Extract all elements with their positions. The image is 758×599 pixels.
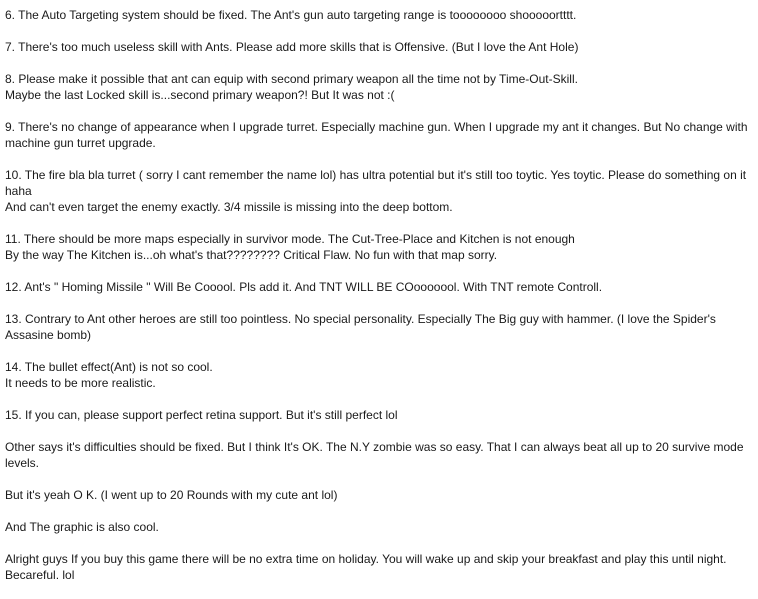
paragraph-line: 11. There should be more maps especially in survivor mode. The Cut-Tree-Place and Kitchen is not enough (5, 232, 575, 246)
paragraph-line: 12. Ant's " Homing Missile " Will Be Cooool. Pls add it. And TNT WILL BE COooooool. With TNT remote Controll. (5, 280, 603, 294)
paragraph-line: By the way The Kitchen is...oh what's that???????? Critical Flaw. No fun with that map sorry. (5, 248, 498, 262)
paragraph-item-8 (5, 71, 755, 103)
paragraph-line: 10. The fire bla bla turret ( sorry I cant remember the name lol) has ultra potential but it's still too toytic. Yes toytic. Please do something on it haha (5, 168, 747, 198)
paragraph-item-9 (5, 119, 755, 151)
paragraph-line: Maybe the last Locked skill is...second primary weapon?! But It was not :( (5, 88, 395, 102)
paragraph-rounds (5, 487, 755, 503)
paragraph-line: 14. The bullet effect(Ant) is not so cool. (5, 360, 213, 374)
paragraph-line: 13. Contrary to Ant other heroes are still too pointless. No special personality. Especially The Big guy with hammer. (I love the Spider's Assasine bomb) (5, 312, 716, 342)
paragraph-line: And The graphic is also cool. (5, 520, 159, 534)
paragraph-line: Other says it's difficulties should be fixed. But I think It's OK. The N.Y zombie was so easy. That I can always beat all up to 20 survive mode levels. (5, 440, 744, 470)
paragraph-line: Alright guys If you buy this game there will be no extra time on holiday. You will wake up and skip your breakfast and play this until night. Becareful. lol (5, 552, 727, 582)
paragraph-closing (5, 551, 755, 583)
review-document (5, 7, 755, 599)
paragraph-line: 6. The Auto Targeting system should be fixed. The Ant's gun auto targeting range is toooooooo shooooortttt. (5, 8, 577, 22)
paragraph-item-10 (5, 167, 755, 215)
paragraph-graphics (5, 519, 755, 535)
paragraph-item-7 (5, 39, 755, 55)
paragraph-line: It needs to be more realistic. (5, 376, 156, 390)
paragraph-item-12 (5, 279, 755, 295)
paragraph-item-13 (5, 311, 755, 343)
paragraph-line: But it's yeah O K. (I went up to 20 Rounds with my cute ant lol) (5, 488, 338, 502)
paragraph-difficulty (5, 439, 755, 471)
paragraph-line: 8. Please make it possible that ant can equip with second primary weapon all the time not by Time-Out-Skill. (5, 72, 578, 86)
paragraph-item-15 (5, 407, 755, 423)
paragraph-item-6 (5, 7, 755, 23)
paragraph-line: And can't even target the enemy exactly. 3/4 missile is missing into the deep bottom. (5, 200, 453, 214)
paragraph-item-14 (5, 359, 755, 391)
paragraph-line: 15. If you can, please support perfect retina support. But it's still perfect lol (5, 408, 398, 422)
paragraph-line: 7. There's too much useless skill with Ants. Please add more skills that is Offensive. (But I love the Ant Hole) (5, 40, 579, 54)
paragraph-line: 9. There's no change of appearance when I upgrade turret. Especially machine gun. When I upgrade my ant it changes. But No change with machine gun turret upgrade. (5, 120, 748, 150)
paragraph-item-11 (5, 231, 755, 263)
